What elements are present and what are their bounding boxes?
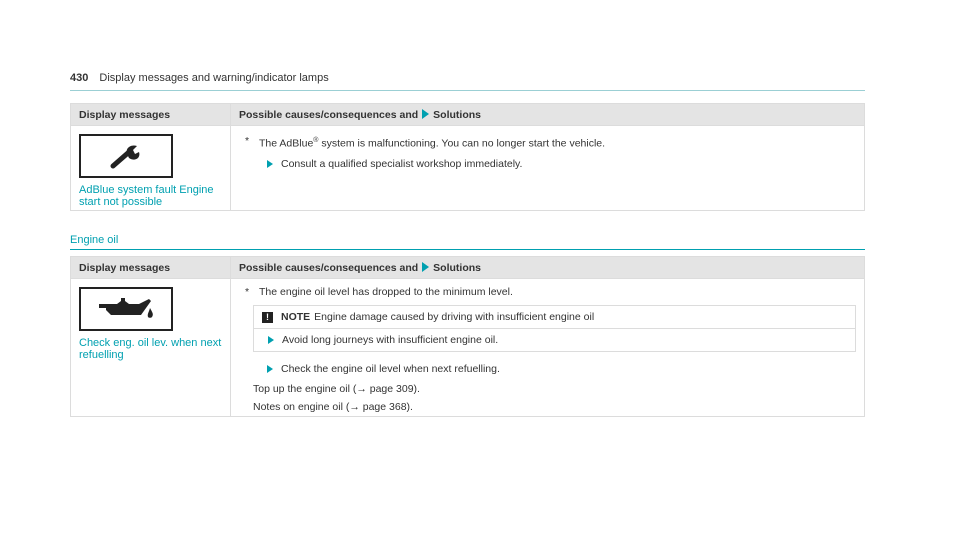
notes-page-link[interactable]: page 368).: [362, 401, 413, 413]
adblue-message-table: [70, 103, 865, 211]
page-header: [70, 72, 865, 91]
adblue-display-cell: [71, 126, 231, 211]
topup-reference: [253, 380, 864, 398]
note-action-text: Avoid long journeys with insufficient engine oil.: [282, 334, 499, 346]
engine-oil-cause-text: The engine oil level has dropped to the minimum level.: [259, 286, 513, 298]
causes-header-label: Possible causes/consequences and: [239, 108, 419, 121]
reference-arrow-icon: →: [356, 383, 367, 395]
adblue-cause-text-rest: system is malfunctioning. You can no longer start the vehicle.: [318, 137, 606, 150]
notes-reference: [253, 398, 864, 416]
engine-oil-causes-cell: [231, 279, 865, 417]
wrench-icon: [79, 134, 173, 178]
topup-text: Top up the engine oil (: [253, 383, 357, 395]
engine-oil-solution-text: Check the engine oil level when next refuelling.: [281, 363, 500, 375]
adblue-solution-text: Consult a qualified specialist workshop immediately.: [281, 157, 523, 170]
engine-oil-display-text: Check eng. oil lev. when next refuelling: [79, 337, 222, 361]
adblue-cause: [231, 134, 864, 151]
section-title: Engine oil: [70, 234, 865, 250]
cause-marker: *: [245, 286, 250, 298]
causes-header-label: Possible causes/consequences and: [239, 261, 419, 274]
causes-solutions-header: [231, 257, 865, 279]
note-action: [254, 329, 855, 351]
engine-oil-cause: [231, 285, 864, 299]
reference-arrow-icon: →: [349, 401, 360, 413]
play-arrow-icon: [267, 160, 273, 168]
engine-oil-message-table: [70, 256, 865, 417]
engine-oil-solution: [231, 362, 864, 376]
topup-page-link[interactable]: page 309).: [369, 383, 420, 395]
warning-icon: !: [262, 312, 273, 323]
note-title: NOTE: [281, 311, 311, 323]
adblue-solution: [231, 157, 864, 171]
page-number: 430: [70, 72, 89, 84]
page-title: Display messages and warning/indicator lamps: [99, 72, 329, 84]
engine-oil-display-cell: [71, 279, 231, 417]
oil-can-icon: [79, 287, 173, 331]
solutions-header-label: Solutions: [433, 261, 482, 274]
solutions-header-label: Solutions: [433, 108, 482, 121]
play-arrow-icon: [268, 336, 274, 344]
adblue-display-text: AdBlue system fault Engine start not possible: [79, 184, 214, 208]
play-arrow-icon: [422, 262, 429, 272]
display-messages-header: Display messages: [71, 104, 231, 126]
adblue-causes-cell: [231, 126, 865, 211]
notes-text: Notes on engine oil (: [253, 401, 350, 413]
causes-solutions-header: [231, 104, 865, 126]
cause-marker: *: [245, 135, 250, 147]
engine-oil-references: [231, 380, 864, 416]
registered-mark: ®: [313, 137, 319, 144]
display-messages-header: Display messages: [71, 257, 231, 279]
note-box: [253, 305, 856, 352]
play-arrow-icon: [422, 109, 429, 119]
adblue-cause-text: The AdBlue: [259, 137, 314, 150]
note-text: Engine damage caused by driving with insufficient engine oil: [314, 311, 595, 323]
play-arrow-icon: [267, 365, 273, 373]
note-header: [254, 306, 855, 329]
